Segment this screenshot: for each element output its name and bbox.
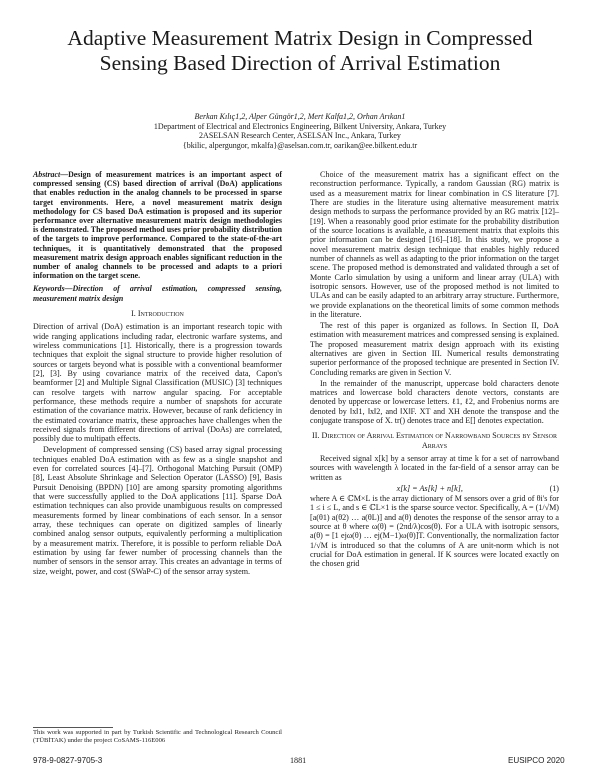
footnote-divider	[33, 727, 113, 728]
right-column	[310, 170, 559, 570]
keywords: Keywords—Direction of arrival estimation, compressed sensing, measurement matrix design	[33, 284, 282, 303]
intro-paragraph-4: The rest of this paper is organized as follows. In Section II, DoA estimation with measurement matrices and compressed sensing is explained. The proposed measurement matrix design approach with its existing alternatives are given in Section III. Numerical results demonstrating superior performance of the proposed technique are presented in Section IV. Concluding remarks are given in Section V.	[310, 321, 559, 377]
author-emails: {bkilic, alpergungor, mkalfa}@aselsan.com.tr, oarikan@ee.bilkent.edu.tr	[182, 140, 418, 150]
doa-paragraph-1: Received signal x[k] by a sensor array at time k for a set of narrowband sources with wavelength λ located in the far-field of a sensor array can be written as	[310, 453, 559, 482]
footer-conference: EUSIPCO 2020	[508, 756, 565, 765]
footer-page-number: 1881	[290, 756, 307, 765]
intro-paragraph-2: Development of compressed sensing (CS) based array signal processing techniques enabled DoA estimation with as few as a single snapshot and even for correlated sources [4]–[7]. Orthogonal Matching Pursuit (OMP) [8], Least Absolute Shrinkage and Selection Operator (LASSO) [9], Basis Pursuit Denoising (BPDN) [10] are among sparsity promoting algorithms that were successfully applied to the DoA applications [11]. Sparse DoA estimation techniques can also provide unambiguous results on compressed measurements formed by linear combinations of each sensor. In a sensor array, these techniques can operate on digitized samples of linearly combined analog sensor outputs, equivalently performing a multiplication by a measurement matrix. Therefore, it is possible to perform reliable DoA estimation by using far fewer number of processing channels than the number of sensors in the sensor array. This creates an advantage in terms of size, weight, power, and cost (SWaP-C) of the sensor array system.	[33, 445, 282, 576]
abstract	[33, 170, 282, 280]
paper-title: Adaptive Measurement Matrix Design in Compressed Sensing Based Direction of Arrival Estimation	[67, 26, 533, 75]
funding-footnote: This work was supported in part by Turkish Scientific and Technological Research Council (TÜBİTAK) under the project CoSAMS-116E006	[33, 729, 282, 744]
section-heading-doa: II. Direction of Arrival Estimation of Narrowband Sources by Sensor Arrays	[312, 431, 557, 450]
abstract-text: —Design of measurement matrices is an important aspect of compressed sensing (CS) based direction of arrival (DoA) applications that enables reduction in the analog channels to be processed in sparse target environments. Here, a novel measurement matrix design methodology for CS based DoA estimation is proposed and its superior performance over alternative measurement matrix design methodologies is demonstrated. The proposed method uses prior probability distribution of the targets to improve performance. Compared to the state-of-the-art techniques, it is quantitatively demonstrated that the proposed measurement matrix design approach enables significant reduction in the number of analog channels to be processed and adapts to a priori information on the target scene.	[33, 170, 282, 281]
footer-isbn: 978-9-0827-9705-3	[33, 756, 103, 765]
doa-paragraph-2: where A ∈ ℂM×L is the array dictionary of M sensors over a grid of θi's for 1 ≤ i ≤ L, and s ∈ ℂL×1 is the sparse source vector. Specifically, A = (1/√M)[a(θ1) a(θ2) … a(θL)] and a(θ) denotes the response of the sensor array to a source at θ where ω(θ) = (2πd/λ)cos(θ). For a ULA with isotropic sensors, a(θ) = [1 ejω(θ) … ej(M−1)ω(θ)]T. Conventionally, the normalization factor 1/√M is introduced so that the columns of A are unit-norm which is not crucial for DoA estimation in general. If K sources were located exactly on the chosen grid	[310, 493, 559, 569]
author-names: Berkan Kılıç1,2, Alper Güngör1,2, Mert Kalfa1,2, Orhan Arıkan1	[194, 112, 406, 121]
equation-1	[310, 484, 559, 493]
abstract-lead: Abstract	[33, 170, 61, 179]
equation-1-number: (1)	[549, 483, 559, 493]
equation-1-body: x[k] = As[k] + n[k],	[396, 483, 463, 493]
intro-paragraph-1: Direction of arrival (DoA) estimation is an important research topic with wide ranging applications including radar, electronic warfare systems, and wireless communications [1]. Historically, there is a progression towards techniques that exploit the signal structure to provide higher resolution of sources or targets beyond what is possible with a conventional beamformer [2], [3]. By using covariance matrix of the received data, Capon's beamformer [2] and Multiple Signal Classification (MUSIC) [3] techniques can resolve targets with narrow angular spacing. For acceptable performance, these methods require a number of snapshots for accurate estimation of the covariance matrix. However, because of rank deficiency in the estimated covariance matrix, these approaches have challenges when the received signals from different directions of arrival (DoAs) are correlated, possibly due to multipath effects.	[33, 322, 282, 444]
intro-paragraph-3: Choice of the measurement matrix has a significant effect on the reconstruction performance. Typically, a random Gaussian (RG) matrix is used as a measurement matrix for linear combination in CS literature [7]. There are studies in the literature using alternative measurement matrix design methods to surpass the performance provided by an RG matrix [12]–[19]. When a reasonably good prior estimate for the probability distribution of the source locations is available, a measurement matrix that exploits this prior information can be designed [16]–[18]. In this study, we propose a novel measurement matrix design technique that enables highly reduced number of channels as well as adapting to the prior information on the target scene. The proposed method is demonstrated and validated through a set of Monte Carlo simulation by using a uniform and linear array (ULA) with isotropic sensors. However, use of the proposed method is not limited to ULAs and can be easily adapted to an arbitrary array structure. Furthermore, we provide explanations on the theoretical limits of some common methods in the literature.	[310, 170, 559, 320]
section-heading-introduction: I. Introduction	[131, 308, 184, 318]
notation-paragraph: In the remainder of the manuscript, uppercase bold characters denote matrices and lowercase bold characters denote vectors, constants are denoted by uppercase or lowercase letters. ℓ1, ℓ2, and Frobenius norms are denoted by ‖x‖1, ‖x‖2, and ‖X‖F. XT and XH denote the transpose and the conjugate transpose of X. tr() denotes trace and E[] denotes expectation.	[310, 378, 559, 425]
affiliation-1: 1Department of Electrical and Electronics Engineering, Bilkent University, Ankara, Turkey	[153, 121, 447, 131]
left-column	[33, 170, 282, 577]
affiliation-2: 2ASELSAN Research Center, ASELSAN Inc., Ankara, Turkey	[199, 131, 401, 141]
author-block	[40, 112, 560, 150]
